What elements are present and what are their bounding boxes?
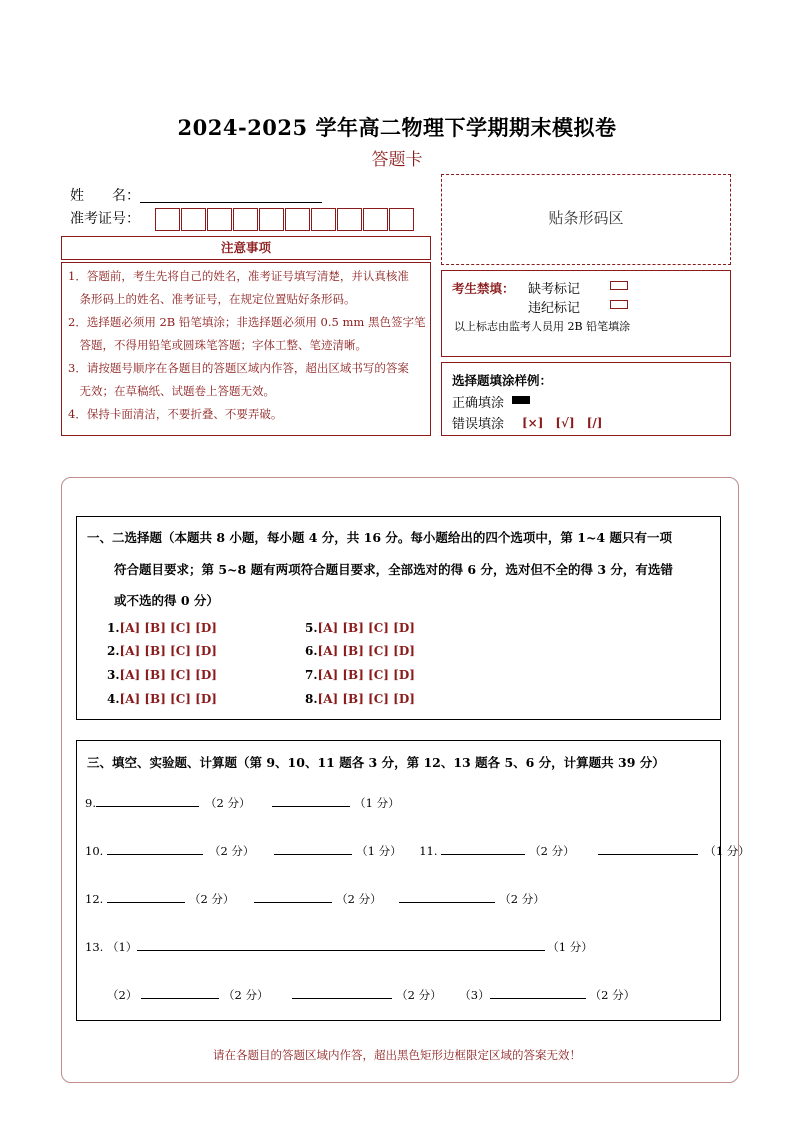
notes-header [61,236,431,260]
id-digit-box[interactable] [389,208,414,231]
section-fill [76,740,750,1021]
choice-row-7[interactable]: 7.[A] [B] [C] [D] [305,668,415,682]
id-digit-box[interactable] [285,208,310,231]
id-digit-box[interactable] [363,208,388,231]
q12-row: 12. （2 分） （2 分） （2 分） [85,892,545,906]
sample-wrong-label: 错误填涂 [452,417,505,432]
choice-row-4[interactable]: 4.[A] [B] [C] [D] [107,692,217,706]
forbidden-box [441,270,731,357]
barcode-label: 贴条形码区 [548,209,624,227]
answer-blank[interactable] [490,986,586,999]
q13-row-2: （2） （2 分） （2 分） （3） （2 分） [107,988,636,1002]
answer-blank[interactable] [292,986,392,999]
section-choice-line2: 符合题目要求；第 5~8 题有两项符合题目要求，全部选对的得 6 分，选对但不全的得 3 分，有选错 [114,562,673,577]
id-digit-box[interactable] [207,208,232,231]
id-digit-box[interactable] [259,208,284,231]
answer-blank[interactable] [274,842,352,855]
name-label: 姓 名： [70,188,140,204]
choice-row-6[interactable]: 6.[A] [B] [C] [D] [305,644,415,658]
violation-mark[interactable] [610,300,628,309]
sample-title: 选择题填涂样例： [452,373,553,388]
name-field[interactable] [140,184,322,203]
id-digit-box[interactable] [337,208,362,231]
note-line: 3．请按题号顺序在各题目的答题区域内作答，超出区域书写的答案 [68,361,409,375]
violation-label: 违纪标记 [528,301,581,316]
answer-blank[interactable] [441,842,525,855]
q10-row: 10. （2 分） （1 分） 11. （2 分） （1 分） [85,844,750,858]
note-line: 无效；在草稿纸、试题卷上答题无效。 [68,384,275,398]
answer-blank[interactable] [137,938,545,951]
id-label: 准考证号： [70,211,140,227]
forbidden-label: 考生禁填： [452,281,515,296]
absent-label: 缺考标记 [528,282,581,297]
page-title: 2024-2025 学年高二物理下学期期末模拟卷 [177,115,617,140]
answer-blank[interactable] [107,890,185,903]
note-line: 条形码上的姓名、准考证号，在规定位置贴好条形码。 [68,292,356,306]
section-choice [76,516,721,720]
section-choice-line1: 一、二选择题（本题共 8 小题，每小题 4 分，共 16 分。每小题给出的四个选项中，第 1~4 题只有一项 [87,530,672,545]
id-digit-box[interactable] [233,208,258,231]
id-digit-box[interactable] [181,208,206,231]
notes-title: 注意事项 [220,240,271,255]
sample-correct-label: 正确填涂 [452,396,505,411]
answer-blank[interactable] [272,794,350,807]
answer-blank[interactable] [598,842,698,855]
answer-blank[interactable] [399,890,495,903]
page-subtitle: 答题卡 [371,150,423,170]
absent-mark[interactable] [610,281,628,290]
sample-box [441,362,731,436]
forbidden-note: 以上标志由监考人员用 2B 铅笔填涂 [454,320,631,333]
section-choice-line3: 或不选的得 0 分） [114,593,219,608]
footer-warning: 请在各题目的答题区域内作答，超出黑色矩形边框限定区域的答案无效！ [213,1048,581,1062]
answer-blank[interactable] [254,890,332,903]
note-line: 4．保持卡面清洁，不要折叠、不要弄破。 [68,407,283,421]
answer-blank[interactable] [107,842,203,855]
id-digit-box[interactable] [311,208,336,231]
note-line: 2．选择题必须用 2B 铅笔填涂；非选择题必须用 0.5 mm 黑色签字笔 [68,315,426,329]
id-digit-box[interactable] [155,208,180,231]
choice-row-3[interactable]: 3.[A] [B] [C] [D] [107,668,217,682]
q9-row: 9. （2 分） （1 分） [85,796,400,810]
wrong-fill-samples: [×] [√] [/] [522,416,603,430]
notes-box [61,262,431,436]
choice-row-2[interactable]: 2.[A] [B] [C] [D] [107,644,217,658]
choice-row-8[interactable]: 8.[A] [B] [C] [D] [305,692,415,706]
choice-row-1[interactable]: 1.[A] [B] [C] [D] [107,621,217,635]
barcode-area [441,174,731,265]
answer-blank[interactable] [96,794,199,807]
section-fill-title: 三、填空、实验题、计算题（第 9、10、11 题各 3 分，第 12、13 题各 5、6 分，计算题共 39 分） [87,755,665,770]
note-line: 答题，不得用铅笔或圆珠笔答题；字体工整、笔迹清晰。 [68,338,367,352]
id-number-boxes[interactable] [155,208,414,231]
note-line: 1．答题前，考生先将自己的姓名，准考证号填写清楚，并认真核准 [68,269,409,283]
answer-blank[interactable] [141,986,219,999]
correct-fill-sample [512,396,530,404]
choice-row-5[interactable]: 5.[A] [B] [C] [D] [305,621,415,635]
q13-row-1: 13. （1） （1 分） [85,940,593,954]
